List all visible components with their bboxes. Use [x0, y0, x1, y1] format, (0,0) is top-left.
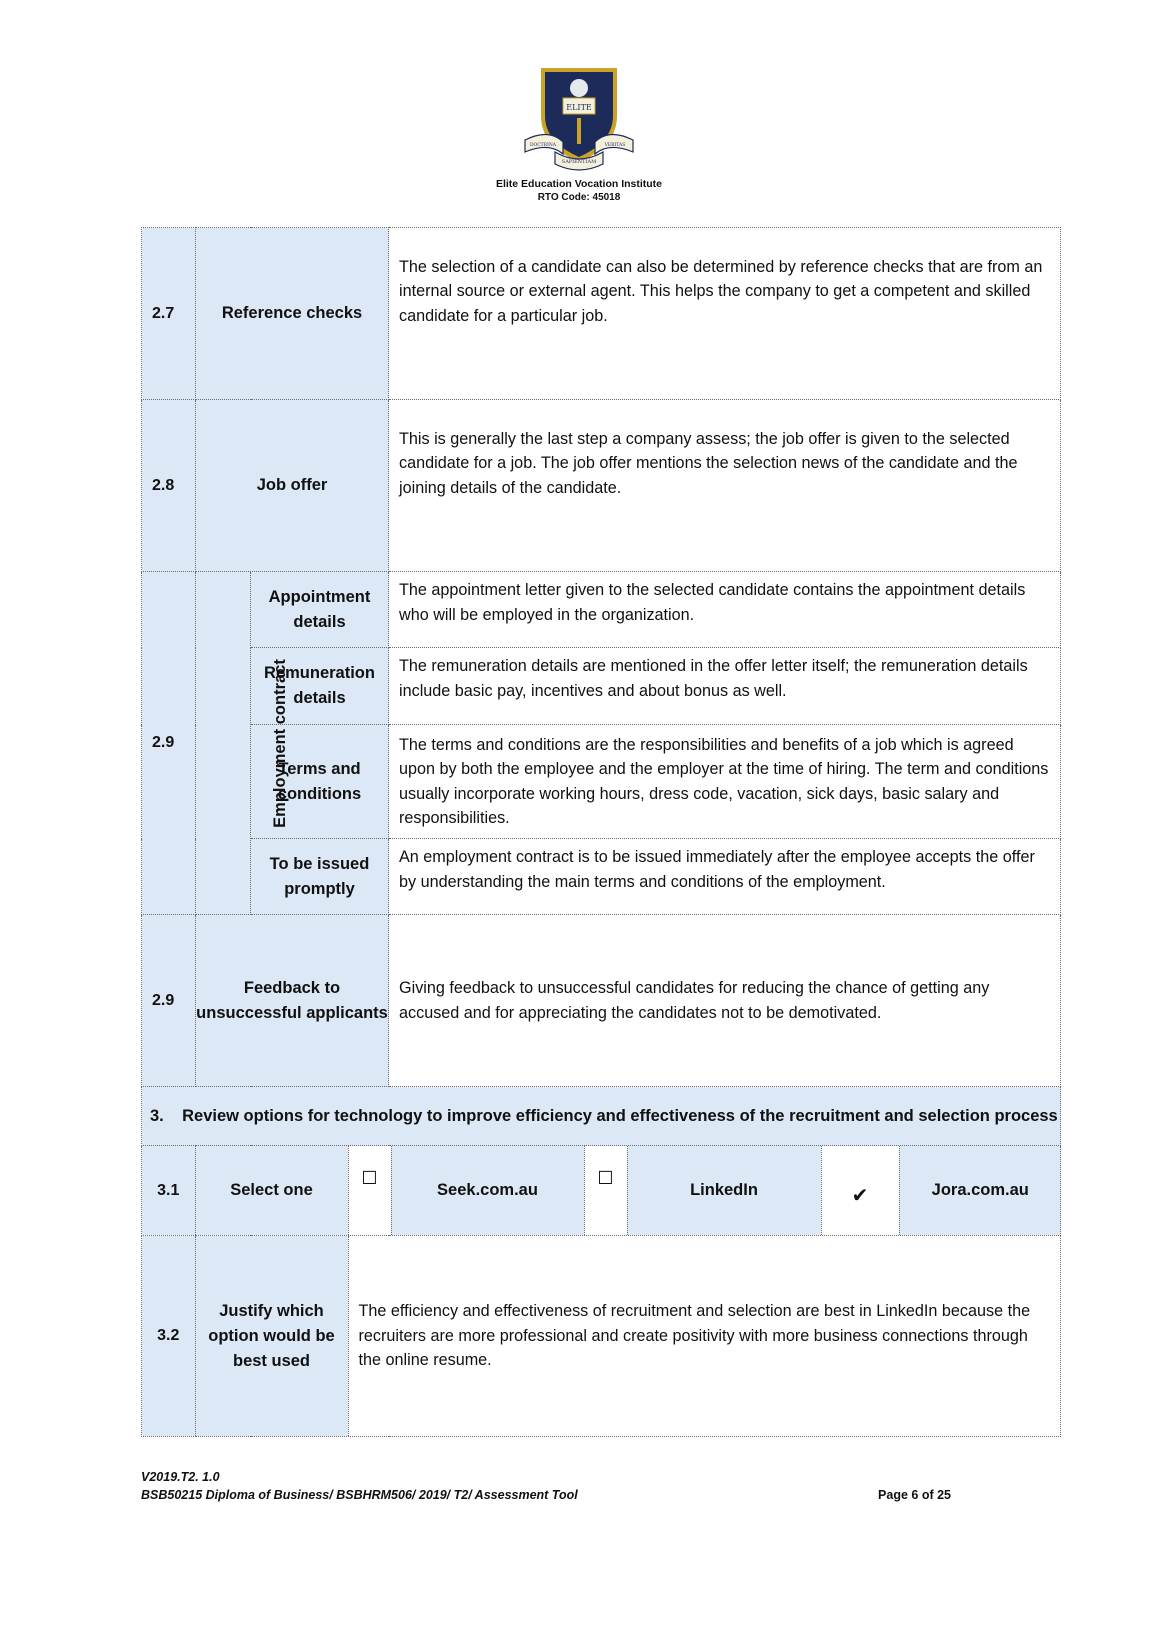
svg-text:VERITAS: VERITAS [604, 143, 626, 148]
sub-description: The remuneration details are mentioned in the offer letter itself; the remuneration details include basic pay, incentives and about bonus as well. [389, 648, 1061, 725]
row-number: 2.7 [142, 228, 196, 400]
row-label: Job offer [196, 400, 389, 572]
option-label-jora: Jora.com.au [899, 1146, 1061, 1235]
table-row [142, 915, 1061, 1087]
page-footer [141, 1470, 951, 1502]
row-label: Justify which option would be best used [195, 1236, 348, 1436]
row-label: Feedback to unsuccessful applicants [196, 915, 389, 1087]
options-table [142, 1146, 1061, 1235]
row-description: The efficiency and effectiveness of recruitment and selection are best in LinkedIn because the recruiters are more professional and create positivity with more business connections through the online resume. [348, 1236, 1061, 1436]
sub-description: The appointment letter given to the selected candidate contains the appointment details who will be employed in the organization. [389, 572, 1061, 648]
row-number: 3.1 [142, 1146, 195, 1235]
table-row [142, 839, 1061, 915]
sub-label: To be issued promptly [251, 839, 389, 915]
justify-table [142, 1236, 1061, 1436]
page-number: Page 6 of 25 [878, 1488, 951, 1502]
vertical-group-label: Employment contract [196, 572, 251, 915]
sub-label: Remuneration details [251, 648, 389, 725]
table-row [142, 400, 1061, 572]
svg-text:ELITE: ELITE [566, 103, 592, 112]
course-text: BSB50215 Diploma of Business/ BSBHRM506/ 2019/ T2/ Assessment Tool [141, 1488, 578, 1502]
page-header [0, 62, 1158, 203]
option-checkbox-linkedin[interactable]: ☐ [584, 1146, 627, 1235]
assessment-table [141, 227, 1061, 1437]
sub-label: Appointment details [251, 572, 389, 648]
section-heading: 3. Review options for technology to improve efficiency and effectiveness of the recruitment and selection process [142, 1087, 1061, 1146]
option-label-seek: Seek.com.au [391, 1146, 584, 1235]
sub-label: Terms and conditions [251, 725, 389, 839]
row-description: Giving feedback to unsuccessful candidates for reducing the chance of getting any accused and for appreciating the candidates not to be demotivated. [389, 915, 1061, 1087]
version-text: V2019.T2. 1.0 [141, 1470, 220, 1484]
institute-logo [519, 62, 639, 174]
option-checkbox-jora[interactable]: ✔ [821, 1146, 899, 1235]
row-number: 2.9 [142, 915, 196, 1087]
svg-text:SAPIENTIAM: SAPIENTIAM [561, 159, 597, 165]
row-number: 3.2 [142, 1236, 195, 1436]
row-number: 2.8 [142, 400, 196, 572]
justify-row [142, 1236, 1061, 1437]
institute-name: Elite Education Vocation Institute [495, 178, 663, 190]
row-label: Select one [195, 1146, 348, 1235]
sub-description: The terms and conditions are the responsibilities and benefits of a job which is agreed upon by both the employee and the employer at the time of hiring. The term and conditions usually incorporate working hours, dress code, vacation, sick days, basic salary and responsibilities. [389, 725, 1061, 839]
sub-description: An employment contract is to be issued immediately after the employee accepts the offer by understanding the main terms and conditions of the employment. [389, 839, 1061, 915]
section-header-row [142, 1087, 1061, 1146]
row-number: 2.9 [142, 572, 196, 915]
option-checkbox-seek[interactable]: ☐ [348, 1146, 391, 1235]
rto-code: RTO Code: 45018 [537, 192, 621, 203]
row-description: The selection of a candidate can also be determined by reference checks that are from an internal source or external agent. This helps the company to get a competent and skilled candidate for a particular job. [389, 228, 1061, 400]
table-row [142, 228, 1061, 400]
table-row [142, 572, 1061, 648]
row-description: This is generally the last step a company assess; the job offer is given to the selected candidate for a job. The job offer mentions the selection news of the candidate and the joining details of the candidate. [389, 400, 1061, 572]
option-row [142, 1146, 1061, 1236]
svg-text:DOCTRINA: DOCTRINA [529, 143, 557, 148]
row-label: Reference checks [196, 228, 389, 400]
option-label-linkedin: LinkedIn [627, 1146, 821, 1235]
